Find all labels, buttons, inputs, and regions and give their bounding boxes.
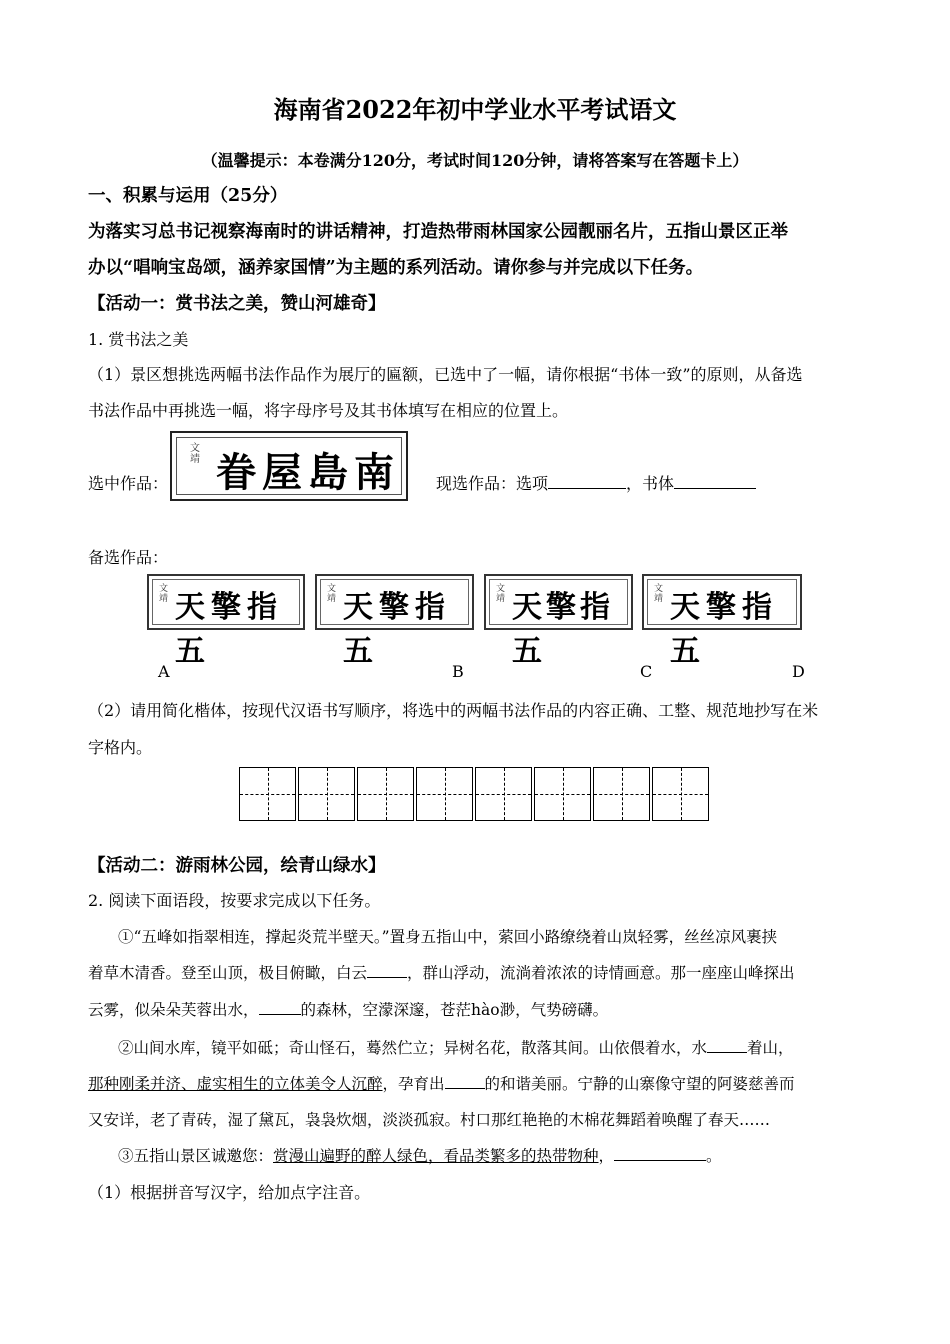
candidate-c-text: 天擎指五 xyxy=(512,590,614,669)
question-1-1-line-1: （1）景区想挑选两幅书法作品作为展厅的匾额，已选中了一幅，请你根据“书体一致”的原则，从备选 xyxy=(88,365,803,384)
option-label-a: A xyxy=(158,662,170,681)
seal-mark: 文靖 xyxy=(327,584,337,604)
grid-cell[interactable] xyxy=(239,767,296,821)
candidate-a xyxy=(147,574,305,669)
seal-mark: 文靖 xyxy=(159,584,169,604)
paragraph-2-line-3: 又安详，老了青砖，湿了黛瓦，袅袅炊烟，淡淡孤寂。村口那红艳艳的木棉花舞蹈着唤醒了春天…… xyxy=(88,1111,771,1129)
question-2-1: （1）根据拼音写汉字，给加点字注音。 xyxy=(88,1183,371,1202)
section-heading: 一、积累与运用（25分） xyxy=(88,186,288,206)
seal-mark: 文靖 xyxy=(496,584,506,604)
text-segment: 着草木清香。登至山顶，极目俯瞰，白云 xyxy=(88,964,368,982)
grid-cell[interactable] xyxy=(534,767,591,821)
option-label-b: B xyxy=(452,662,464,681)
grid-cell[interactable] xyxy=(475,767,532,821)
candidate-d-text: 天擎指五 xyxy=(670,590,778,669)
page-title: 海南省2022年初中学业水平考试语文 xyxy=(273,95,677,124)
candidate-c xyxy=(484,574,633,669)
current-selection xyxy=(436,471,756,494)
question-1-2-line-1: （2）请用简化楷体，按现代汉语书写顺序，将选中的两幅书法作品的内容正确、工整、规范地抄写在米 xyxy=(88,701,819,720)
text-segment: ，孕育出 xyxy=(382,1075,445,1093)
grid-cell[interactable] xyxy=(357,767,414,821)
seal-mark: 文靖 xyxy=(190,443,200,465)
answer-blank[interactable] xyxy=(707,1037,747,1054)
text-segment: 云雾，似朵朵芙蓉出水， xyxy=(88,1001,259,1019)
candidate-b xyxy=(315,574,474,669)
font-answer-blank[interactable] xyxy=(674,472,756,489)
candidates-label: 备选作品： xyxy=(88,548,169,567)
paragraph-2-line-1 xyxy=(118,1036,794,1058)
font-label: 书体 xyxy=(642,474,675,493)
grid-cell[interactable] xyxy=(298,767,355,821)
underlined-sentence: 赏漫山遍野的醉人绿色，看品类繁多的热带物种 xyxy=(273,1147,599,1165)
paragraph-1-line-2 xyxy=(88,961,795,983)
writing-grid[interactable] xyxy=(239,767,711,821)
grid-cell[interactable] xyxy=(652,767,709,821)
current-option-label: 现选作品：选项 xyxy=(436,474,549,493)
paragraph-1-line-1: ①“五峰如指翠相连，撑起炎荒半壁天。”置身五指山中，萦回小路缭绕着山岚轻雾，丝丝凉风裹挟 xyxy=(118,928,778,946)
text-segment: 着山， xyxy=(747,1039,794,1057)
selected-calligraphy-text: 眷屋島南 xyxy=(216,449,400,496)
answer-blank[interactable] xyxy=(445,1073,485,1090)
text-segment: ②山间水库，镜平如砥；奇山怪石，蓦然伫立；异树名花，散落其间。山依偎着水，水 xyxy=(118,1039,708,1057)
answer-blank[interactable] xyxy=(367,962,407,979)
comma: ， xyxy=(626,474,643,493)
option-label-c: C xyxy=(640,662,653,681)
paragraph-1-line-3 xyxy=(88,998,608,1020)
paragraph-2-line-2 xyxy=(88,1072,795,1094)
text-segment: ， xyxy=(598,1147,615,1165)
text-segment: ，群山浮动，流淌着浓浓的诗情画意。那一座座山峰探出 xyxy=(407,964,795,982)
candidate-b-text: 天擎指五 xyxy=(343,590,451,669)
answer-blank[interactable] xyxy=(614,1145,706,1162)
answer-blank[interactable] xyxy=(259,999,301,1016)
paragraph-3 xyxy=(118,1144,722,1166)
text-segment: ③五指山景区诚邀您： xyxy=(118,1147,274,1165)
candidate-d xyxy=(642,574,802,669)
text-segment: 的和谐美丽。宁静的山寨像守望的阿婆慈善而 xyxy=(484,1075,795,1093)
option-label-d: D xyxy=(792,662,805,681)
grid-cell[interactable] xyxy=(416,767,473,821)
exam-tip: （温馨提示：本卷满分120分，考试时间120分钟，请将答案写在答题卡上） xyxy=(201,151,749,170)
intro-line-1: 为落实习总书记视察海南时的讲话精神，打造热带雨林国家公园靓丽名片，五指山景区正举 xyxy=(88,222,788,242)
option-answer-blank[interactable] xyxy=(548,472,626,489)
question-1: 1. 赏书法之美 xyxy=(88,330,189,349)
underlined-sentence: 那种刚柔并济、虚实相生的立体美令人沉醉 xyxy=(88,1075,383,1093)
text-segment: 。 xyxy=(706,1147,722,1165)
candidate-a-text: 天擎指五 xyxy=(175,590,283,669)
activity-one-heading: 【活动一：赏书法之美，赞山河雄奇】 xyxy=(88,294,386,314)
seal-mark: 文靖 xyxy=(654,584,664,604)
selected-calligraphy xyxy=(170,431,408,501)
question-2: 2. 阅读下面语段，按要求完成以下任务。 xyxy=(88,891,381,910)
text-segment: 的森林，空濛深邃，苍茫hào渺，气势磅礴。 xyxy=(300,1001,609,1019)
selected-work-label: 选中作品： xyxy=(88,474,169,493)
intro-line-2: 办以“唱响宝岛颂，涵养家国情”为主题的系列活动。请你参与并完成以下任务。 xyxy=(88,258,704,278)
question-1-2-line-2: 字格内。 xyxy=(88,738,153,757)
question-1-1-line-2: 书法作品中再挑选一幅，将字母序号及其书体填写在相应的位置上。 xyxy=(88,401,569,420)
activity-two-heading: 【活动二：游雨林公园，绘青山绿水】 xyxy=(88,856,386,876)
grid-cell[interactable] xyxy=(593,767,650,821)
